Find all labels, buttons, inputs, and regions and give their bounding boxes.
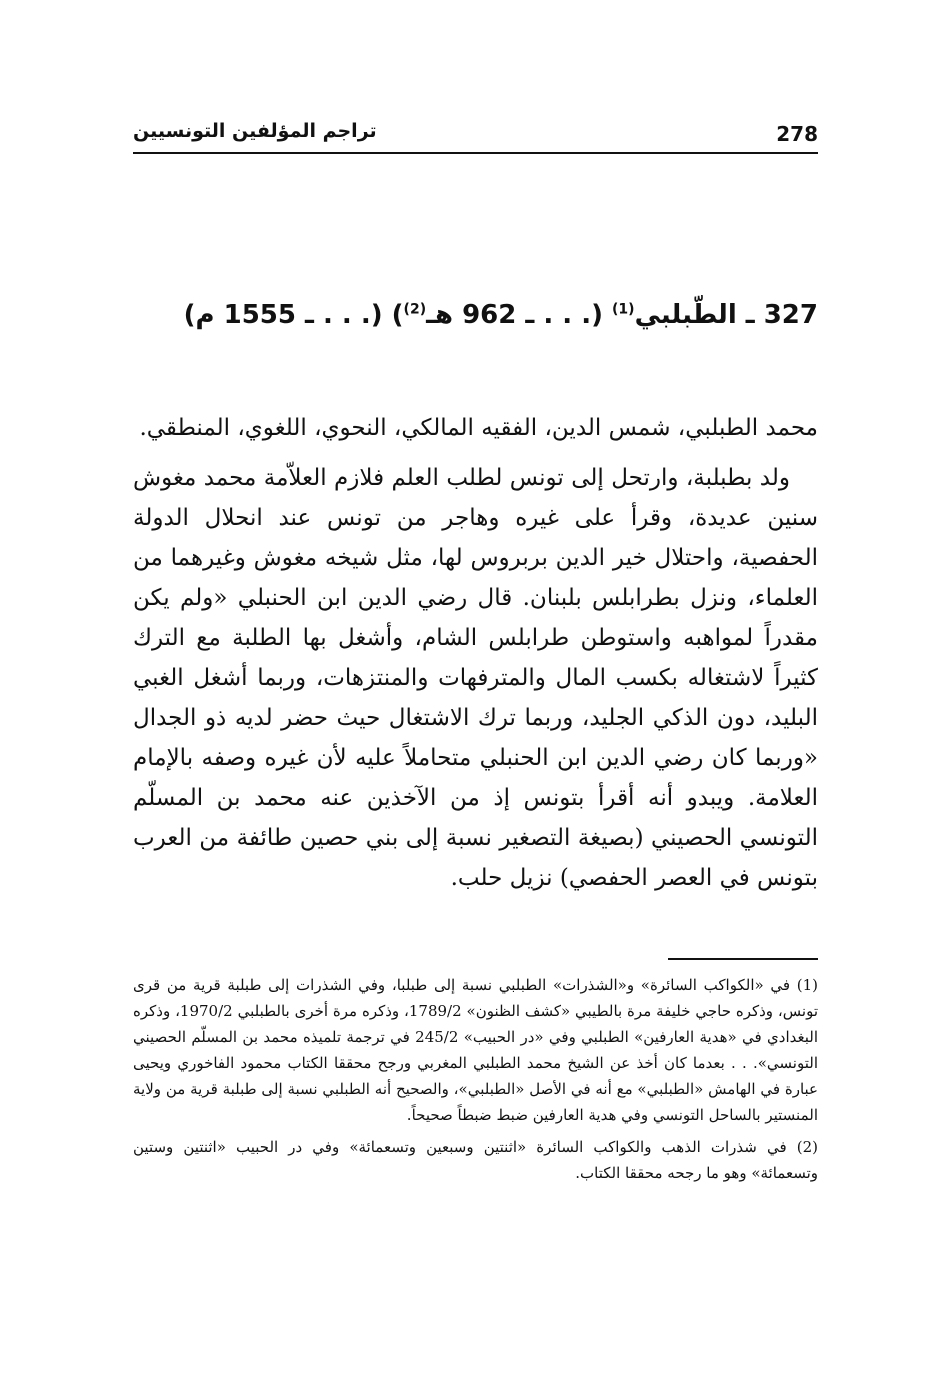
entry-number-name: 327 ـ الطّبلبي [634,300,818,330]
footnote-2: (2) في شذرات الذهب والكواكب السائرة «اثنتين وسبعين وتسعمائة» وفي در الحبيب «اثنتين وستين وتسعمائة» وهو ما رجحه محققا الكتاب. [133,1138,818,1182]
footnote-marker-2: (2) [403,301,427,318]
entry-dates-gregorian: ) (. . . ـ 1555 م) [183,300,404,330]
footnote-divider [668,958,818,960]
footnote-1: (1) في «الكواكب السائرة» و«الشذرات» الطبلبي نسبة إلى طبلبا، وفي الشذرات إلى طبلبة قرية من قرى تونس، وذكره حاجي خليفة مرة بالطيبي «كشف الظنون» 1789/2، وذكره مرة أخرى بالطبلبي 1970/2، وذكره البغدادي في «هدية العارفين» الطبلبي وفي «در الحبيب» 245/2 في ترجمة تلميذه محمد بن المسلّم الحصيني التونسي». . . بعدما كان أخذ عن الشيخ محمد الطبلبي المغربي ورجح محققا الكتاب محمود الفاخوري ويحيى عبارة في الهامش «الطبلبي» مع أنه في الأصل «الطبلبي»، والصحيح أنه الطبلبي نسبة إلى طبلبة قرية من ولاية المنستير بالساحل التونسي وفي هدية العارفين ضبط ضبطاً صحيحاً. [133,976,819,1124]
running-title: تراجم المؤلفين التونسيين [133,120,377,142]
entry-body [133,408,818,908]
entry-dates-hijri: (. . . ـ 962 هـ [426,300,603,330]
body-paragraph-biography: ولد بطبلبة، وارتحل إلى تونس لطلب العلم فلازم العلاّمة محمد مغوش سنين عديدة، وقرأ على غيره وهاجر من تونس عند انحلال الدولة الحفصية، واحتلال خير الدين بربروس لها، مثل شيخه مغوش وغيرهما من العلماء، ونزل بطرابلس بلبنان. قال رضي الدين ابن الحنبلي «ولم يكن مقدراً لمواهبه واستوطن طرابلس الشام، وأشغل بها الطلبة مع الترك كثيراً لاشتغاله بكسب المال والمترفهات والمنتزهات، وربما أشغل الغبي البليد، دون الذكي الجليد، وربما ترك الاشتغال حيث حضر لديه ذو الجدال «وربما كان رضي الدين ابن الحنبلي متحاملاً عليه لأن غيره وصفه بالإمام العلامة. ويبدو أنه أقرأ بتونس إذ من الآخذين عنه محمد بن المسلّم التونسي الحصيني (بصيغة التصغير نسبة إلى بني حصين طائفة من العرب بتونس في العصر الحفصي) نزيل حلب. [133,465,818,891]
running-header [133,118,818,154]
body-paragraph-identity: محمد الطبلبي، شمس الدين، الفقيه المالكي، النحوي، اللغوي، المنطقي. [139,415,818,441]
entry-heading [183,300,818,330]
footnotes [133,972,818,1192]
page-number: 278 [776,122,818,146]
footnote-marker-1: (1) [612,301,635,318]
